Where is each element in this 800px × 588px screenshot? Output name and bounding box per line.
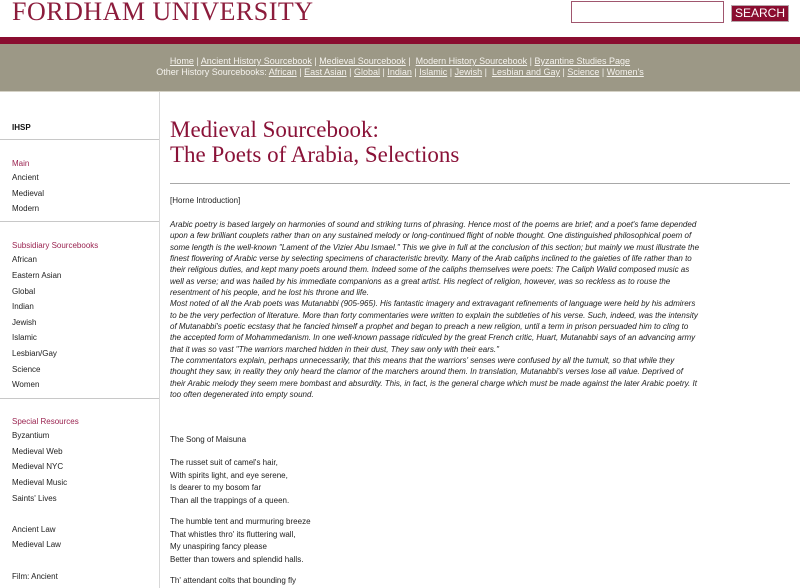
- nav-link-modern-history[interactable]: Modern History Sourcebook: [415, 56, 528, 66]
- nav-link-african[interactable]: African: [268, 67, 297, 77]
- sidebar-section-main: [0, 140, 159, 222]
- prose-line: well as verse; and was hailed by his immediate companions as a great artist. His neglect of religion, however, was so reckless as to rouse the: [170, 276, 671, 286]
- sidebar-item-science[interactable]: Science: [12, 365, 41, 374]
- page-title: [170, 117, 459, 167]
- poem-stanza-1: [170, 457, 570, 508]
- sidebar-section-ihsp: [0, 92, 159, 140]
- poem-title: The Song of Maisuna: [170, 435, 247, 444]
- prose-line: their Arabic melody they seem mere bombast and absurdity. This, in fact, is the general charge which must be made against the later Arabic poetry. It: [170, 378, 697, 388]
- sidebar-item-eastern-asian[interactable]: Eastern Asian: [12, 271, 62, 280]
- header-accent-bar: [0, 37, 800, 44]
- sidebar-item-saints-lives[interactable]: Saints' Lives: [12, 494, 57, 503]
- prose-line: that it was so vast "The warriors marched hidden in their dust, They saw only with their ears.": [170, 344, 499, 354]
- sidebar-section-subsidiary: [0, 222, 159, 399]
- sidebar-item-film-ancient[interactable]: Film: Ancient: [12, 572, 58, 581]
- sidebar-item-byzantium[interactable]: Byzantium: [12, 431, 50, 440]
- nav-link-home[interactable]: Home: [169, 56, 194, 66]
- poem-line: Th' attendant colts that bounding fly: [170, 576, 297, 585]
- nav-link-womens[interactable]: Women's: [606, 67, 644, 77]
- prose-line: finest flowering of Arabic verse by selecting specimens of characteristic brevity. Many of the Arab caliphs inclined to the gaieties of life rather than to: [170, 254, 692, 264]
- prose-line: The commentators explain, perhaps unnecessarily, that this means that the warriors' senses were confused by all the tumult, so that while they: [170, 356, 675, 366]
- search-button[interactable]: SEARCH: [731, 5, 789, 22]
- sidebar-header-ihsp[interactable]: IHSP: [12, 123, 31, 132]
- nav-link-science[interactable]: Science: [567, 67, 600, 77]
- poem-line: The russet suit of camel's hair,: [170, 458, 278, 467]
- prose-line: Most noted of all the Arab poets was Mutanabbi (905-965). His fantastic imagery and extravagant refinements of language were held by his admirers: [170, 299, 696, 309]
- sidebar-item-medieval-music[interactable]: Medieval Music: [12, 478, 68, 487]
- site-header: [0, 0, 800, 37]
- nav-link-global[interactable]: Global: [353, 67, 380, 77]
- main-content: [160, 92, 800, 588]
- nav-link-lesbian-gay[interactable]: Lesbian and Gay: [491, 67, 560, 77]
- page-title-line2: The Poets of Arabia, Selections: [170, 142, 460, 167]
- sidebar-item-modern[interactable]: Modern: [12, 204, 40, 213]
- poem-line: Than all the trappings of a queen.: [170, 496, 290, 506]
- poem-line: Is dearer to my bosom far: [170, 483, 262, 493]
- prose-line: the accepted form of Mohammedanism. In one well-known passage ridiculed by the great French critic, Huart, Mutanabbi says of an advancing army: [170, 333, 696, 343]
- prose-line: Arabic poetry is based largely on harmonies of sound and striking turns of phrasing. Hence most of the poems are brief; and a poet's fame depended: [170, 220, 697, 229]
- prose-line: too often degenerated into empty sound.: [170, 390, 314, 400]
- poem-line: The humble tent and murmuring breeze: [170, 517, 311, 526]
- sidebar-item-ancient-law[interactable]: Ancient Law: [12, 525, 56, 534]
- nav-link-east-asian[interactable]: East Asian: [304, 67, 347, 77]
- sidebar-item-indian[interactable]: Indian: [12, 302, 34, 311]
- sidebar-item-medieval-web[interactable]: Medieval Web: [12, 447, 63, 456]
- nav-link-jewish[interactable]: Jewish: [454, 67, 483, 77]
- nav-line-sourcebooks: Home | Ancient History Sourcebook | Medieval Sourcebook | Modern History Sourcebook | Byzantine Studies Page: [169, 56, 631, 66]
- sidebar-item-jewish[interactable]: Jewish: [12, 318, 37, 327]
- prose-line: resentment of his people, and he lost his throne and life.: [170, 288, 369, 298]
- sidebar-item-islamic[interactable]: Islamic: [12, 333, 37, 342]
- sidebar-title-main: Main: [12, 159, 30, 168]
- introduction-prose: [170, 219, 795, 401]
- nav-link-islamic[interactable]: Islamic: [419, 67, 448, 77]
- nav-link-byzantine[interactable]: Byzantine Studies Page: [534, 56, 631, 66]
- prose-line: of Mutanabbi's poetic ecstasy that he fancied himself a prophet and began to preach a new religion, until a term in prison persuaded him to cling to: [170, 322, 689, 332]
- poem-stanza-3: [170, 575, 570, 588]
- sidebar-item-global[interactable]: Global: [12, 287, 36, 296]
- sidebar-item-medieval-nyc[interactable]: Medieval NYC: [12, 462, 64, 471]
- prose-line: upon a few brilliant couplets rather than on any sustained melody or long-continued flight of noble thought. One distinguished philosophical poem of: [170, 231, 692, 241]
- prose-line: their religious duties, and kept many poets around them. Indeed some of the caliphs themselves were poets: The Caliph Walid composed music as: [170, 265, 690, 275]
- prose-line: thought they saw, in reality they only heard the clamor of the marchers around them. In translation, Mutanabbi's verses lose all value. Deprived of: [170, 367, 683, 377]
- sidebar-item-medieval-law[interactable]: Medieval Law: [12, 540, 61, 549]
- sidebar-title-special: Special Resources: [12, 417, 79, 426]
- search-input[interactable]: [571, 1, 724, 23]
- page-title-line1: Medieval Sourcebook:: [170, 117, 379, 142]
- fordham-logo[interactable]: FORDHAM UNIVERSITY: [12, 0, 314, 26]
- sidebar-item-women[interactable]: Women: [12, 380, 40, 389]
- prose-line: to be the very perfection of literature. More than forty commentaries were written to explain the subtleties of his verse. Such, indeed, was the intensity: [170, 310, 698, 320]
- poem-stanza-2: [170, 516, 570, 567]
- nav-line-other-sourcebooks: Other History Sourcebooks: African | East Asian | Global | Indian | Islamic | Jewish | Lesbian and Gay | Science | Women's: [156, 67, 644, 77]
- prose-line: some length is the well-known "Lament of the Vizier Abu Ismael." This we give in full at the conclusion of this section; but mainly we must illustrate the: [170, 242, 700, 252]
- top-navigation: [0, 44, 800, 92]
- poem-line: That whistles thro' its fluttering wall,: [170, 529, 296, 539]
- nav-link-ancient-history[interactable]: Ancient History Sourcebook: [200, 56, 312, 66]
- sidebar-title-subsidiary: Subsidiary Sourcebooks: [12, 241, 99, 250]
- poem-line: My unaspiring fancy please: [170, 542, 267, 552]
- nav-link-medieval[interactable]: Medieval Sourcebook: [319, 56, 406, 66]
- sidebar-section-special: [0, 399, 159, 588]
- horne-introduction-link[interactable]: [Horne Introduction]: [170, 196, 241, 205]
- sidebar-item-ancient[interactable]: Ancient: [12, 173, 39, 182]
- nav-link-indian[interactable]: Indian: [387, 67, 412, 77]
- poem-line: Better than towers and splendid halls.: [170, 555, 304, 565]
- sidebar-item-lesbian-gay[interactable]: Lesbian/Gay: [12, 349, 57, 358]
- title-divider: [170, 183, 790, 184]
- poem-line: With spirits light, and eye serene,: [170, 470, 288, 480]
- sidebar-item-african[interactable]: African: [12, 255, 37, 264]
- sidebar-item-medieval[interactable]: Medieval: [12, 189, 45, 198]
- sidebar: [0, 92, 160, 588]
- nav-other-label: Other History Sourcebooks:: [156, 67, 267, 77]
